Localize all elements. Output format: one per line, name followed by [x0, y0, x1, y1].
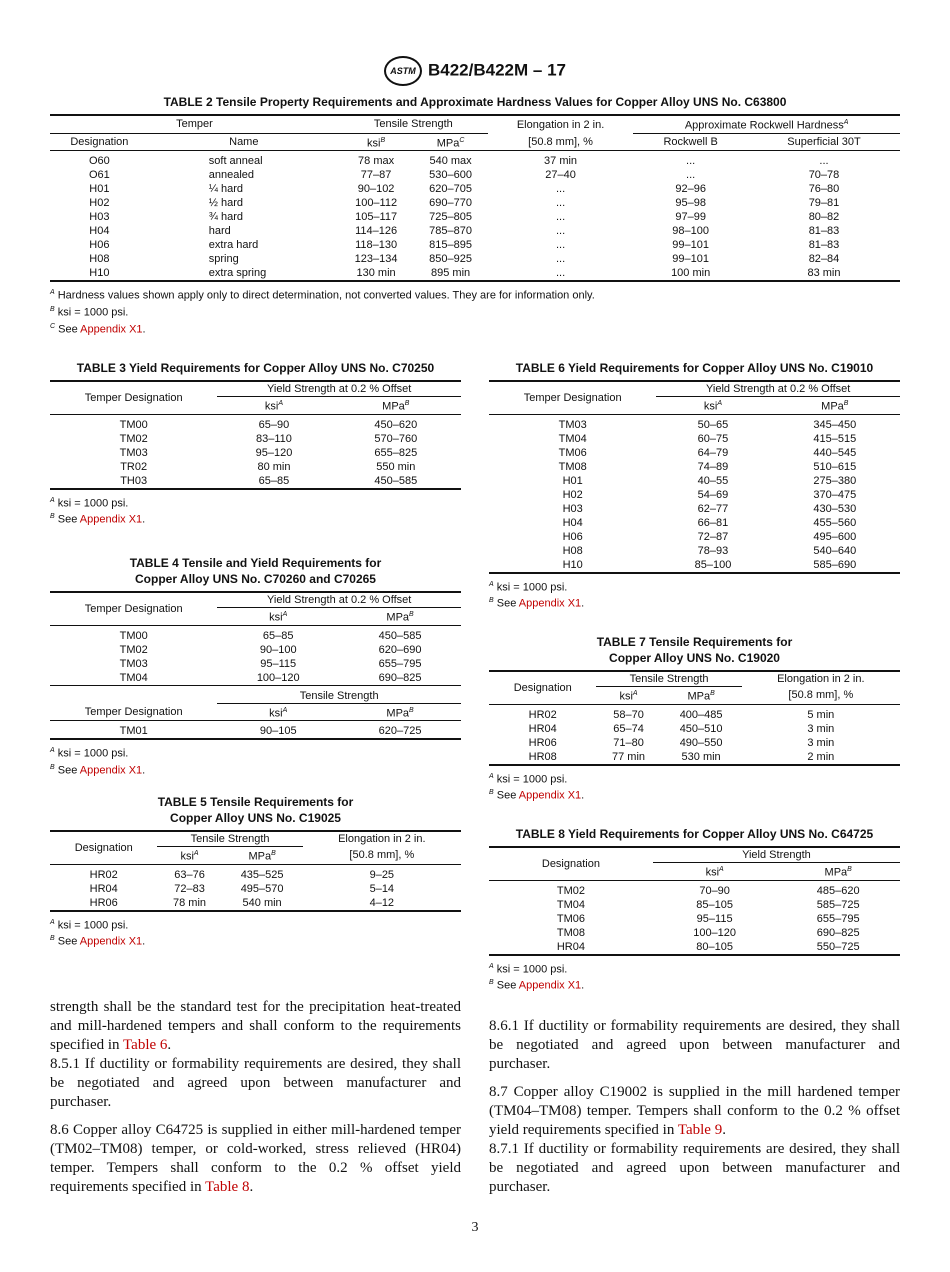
table-cell: 785–870: [429, 225, 472, 238]
table-row: [50, 896, 461, 911]
table-cell: 83 min: [807, 267, 841, 280]
footnotes: $^A$ ksi = 1000 psi. $^B$ See Appendix X1.: [50, 496, 146, 526]
table-9-link[interactable]: Table 9: [677, 1122, 723, 1138]
table-cell: 3 min: [807, 722, 835, 735]
table-row: [50, 196, 900, 210]
table-cell: 450–585: [378, 629, 422, 642]
table-cell: 95–115: [696, 912, 733, 925]
paragraph: 8.6 Copper alloy C64725 is supplied in either mill-hardened temper (TM02–TM08) temper, or cold-worked, stress relieved (HR04) temper. Tempers shall conform to the 0.2 % offset yield requirements specified in Table 8.: [50, 1122, 461, 1195]
table-cell: 570–760: [374, 432, 418, 445]
table-cell: 100 min: [671, 267, 711, 280]
right-body-text: [489, 1017, 900, 1206]
table-cell: ...: [555, 239, 566, 252]
table-cell: 105–117: [355, 211, 398, 224]
table-cell: HR02: [528, 708, 557, 721]
table-cell: 345–450: [813, 418, 857, 431]
table-cell: soft anneal: [208, 155, 263, 168]
table-cell: H08: [562, 544, 583, 557]
table-cell: HR02: [89, 868, 118, 881]
table-cell: 450–510: [679, 722, 723, 735]
table-row: [489, 460, 900, 474]
table-cell: 123–134: [354, 253, 398, 266]
table-cell: 530 min: [681, 750, 721, 763]
table-cell: 90–102: [357, 183, 395, 196]
table-cell: 9–25: [369, 868, 395, 881]
table-row: [50, 446, 461, 460]
table-cell: 74–89: [697, 460, 729, 473]
table-cell: 510–615: [813, 460, 857, 473]
page-header: [0, 56, 950, 86]
col-header: Elongation in 2 in.: [516, 118, 605, 131]
col-header: MPa$^B$: [382, 400, 410, 413]
table-row: [489, 432, 900, 446]
table-cell: 485–620: [816, 884, 860, 897]
col-header: ksi$^A$: [269, 611, 288, 624]
col-header: Name: [229, 135, 259, 148]
col-header: ksi$^A$: [705, 866, 724, 879]
footnotes: $^A$ Hardness values shown apply only to direct determination, not converted values. They are for information only. $^B$ ksi = 1000 psi. $^C$ See Appendix X1.: [50, 289, 595, 336]
table-row: [489, 912, 900, 926]
footnotes: $^A$ ksi = 1000 psi. $^B$ See Appendix X1.: [489, 962, 585, 992]
table-cell: 78–93: [697, 544, 729, 557]
table-cell: 66–81: [697, 516, 729, 529]
col-header: ksi$^A$: [180, 850, 199, 863]
col-header: [50.8 mm], %: [788, 689, 854, 702]
table-cell: 655–795: [816, 912, 860, 925]
table-cell: 585–690: [813, 558, 857, 571]
table-cell: 70–90: [699, 884, 730, 897]
table-cell: 5 min: [807, 708, 835, 721]
col-header: [50.8 mm], %: [528, 135, 593, 148]
table-cell: HR06: [89, 896, 118, 909]
table-cell: 585–725: [816, 898, 860, 911]
table-cell: 65–85: [262, 629, 294, 642]
table-cell: 490–550: [679, 736, 723, 749]
table-row: [50, 168, 900, 182]
table-cell: 540 min: [242, 896, 282, 909]
table-cell: 72–83: [174, 882, 205, 895]
table-cell: 92–96: [675, 183, 706, 196]
table-row: [489, 530, 900, 544]
table-cell: 620–725: [378, 725, 422, 738]
table-cell: 118–130: [355, 239, 398, 252]
table-cell: O60: [88, 155, 110, 168]
table-row: [489, 516, 900, 530]
table-row: [50, 625, 461, 643]
table-cell: 97–99: [675, 211, 706, 224]
table-cell: 80 min: [257, 460, 291, 473]
table-row: [50, 864, 461, 882]
col-header: Designation: [541, 857, 600, 870]
table-cell: 50–65: [697, 418, 729, 431]
col-header: Tensile Strength: [339, 115, 488, 133]
table-cell: 620–705: [429, 183, 472, 196]
col-header: Temper Designation: [84, 705, 183, 718]
table-cell: 100–120: [693, 926, 737, 939]
table-cell: 275–380: [813, 474, 857, 487]
table-row: [50, 182, 900, 196]
table-cell: TM03: [119, 446, 148, 459]
col-header: Yield Strength at 0.2 % Offset: [217, 381, 461, 397]
table-cell: 540 max: [429, 155, 472, 168]
appendix-link[interactable]: Appendix X1: [518, 979, 582, 992]
table-cell: H04: [562, 516, 583, 529]
table-cell: TM04: [119, 671, 148, 684]
table-cell: 895 min: [431, 267, 471, 280]
table-row: [489, 474, 900, 488]
table-row: [50, 432, 461, 446]
table-row: [50, 266, 900, 281]
table-cell: 65–74: [613, 722, 644, 735]
table-cell: 620–690: [378, 643, 422, 656]
table-cell: TM08: [556, 926, 585, 939]
col-header: Yield Strength: [653, 847, 900, 863]
table-cell: 90–100: [259, 643, 297, 656]
col-header: Temper Designation: [84, 602, 183, 615]
astm-logo: ASTM: [384, 56, 422, 86]
table-title: TABLE 6 Yield Requirements for Copper Alloy UNS No. C19010: [515, 361, 874, 375]
table-cell: TM03: [119, 657, 148, 670]
table-cell: 63–76: [174, 868, 205, 881]
table-6: [489, 360, 900, 611]
appendix-link[interactable]: Appendix X1: [79, 513, 143, 526]
table-row: [489, 736, 900, 750]
table-cell: 435–525: [240, 868, 284, 881]
table-2-grid: [50, 114, 900, 282]
table-cell: 77 min: [612, 750, 646, 763]
table-cell: TM00: [119, 418, 148, 431]
table-cell: TM02: [119, 432, 148, 445]
table-row: [489, 544, 900, 558]
table-cell: annealed: [208, 169, 255, 182]
col-header: Yield Strength at 0.2 % Offset: [217, 592, 461, 608]
table-cell: TM08: [558, 460, 587, 473]
table-cell: 550 min: [376, 460, 416, 473]
table-cell: 71–80: [613, 736, 644, 749]
table-row: [50, 238, 900, 252]
table-cell: 78 max: [358, 155, 395, 168]
appendix-link[interactable]: Appendix X1: [518, 789, 582, 802]
table-4: [50, 555, 461, 778]
table-cell: 65–90: [258, 418, 290, 431]
table-row: [489, 704, 900, 722]
table-cell: 79–81: [808, 197, 840, 210]
table-cell: 81–83: [808, 239, 840, 252]
table-cell: TM04: [558, 432, 587, 445]
appendix-link[interactable]: Appendix X1: [80, 323, 143, 336]
table-cell: HR04: [556, 940, 585, 953]
col-header: MPa$^C$: [436, 136, 465, 150]
table-row: [489, 750, 900, 765]
table-cell: 690–825: [816, 926, 860, 939]
table-5: [50, 794, 461, 949]
table-cell: 95–115: [260, 657, 297, 670]
table-cell: spring: [208, 253, 239, 266]
table-cell: hard: [208, 225, 231, 238]
col-header: MPa$^B$: [248, 850, 276, 863]
table-cell: 60–75: [697, 432, 729, 445]
table-cell: H02: [562, 488, 583, 501]
table-cell: H02: [89, 197, 110, 210]
table-2: [50, 94, 900, 336]
table-cell: ...: [555, 253, 566, 266]
table-cell: H01: [562, 474, 583, 487]
table-row: [50, 721, 461, 740]
table-cell: 76–80: [808, 183, 840, 196]
table-row: [489, 488, 900, 502]
table-cell: 400–485: [679, 708, 723, 721]
col-header: ksi$^A$: [269, 706, 288, 720]
table-row: [50, 151, 900, 169]
table-cell: HR04: [89, 882, 118, 895]
table-title: TABLE 8 Yield Requirements for Copper Alloy UNS No. C64725: [515, 827, 874, 841]
table-row: [489, 926, 900, 940]
table-title: TABLE 5 Tensile Requirements for Copper Alloy UNS No. C19025: [157, 795, 354, 825]
table-title: TABLE 7 Tensile Requirements for Copper Alloy UNS No. C19020: [596, 635, 793, 665]
table-cell: 430–530: [813, 502, 857, 515]
table-row: [489, 880, 900, 898]
table-row: [50, 643, 461, 657]
col-header: Tensile Strength: [217, 685, 461, 703]
col-header: Yield Strength at 0.2 % Offset: [656, 381, 900, 397]
col-header: Temper: [50, 115, 339, 133]
col-header: ksi$^A$: [619, 690, 638, 703]
col-header: MPa$^B$: [687, 690, 715, 703]
col-header: Elongation in 2 in.: [777, 673, 865, 686]
table-cell: TM02: [119, 643, 148, 656]
table-cell: TM03: [558, 418, 587, 431]
col-header: ksi$^A$: [703, 400, 723, 413]
table-cell: 81–83: [808, 225, 840, 238]
footnotes: $^A$ ksi = 1000 psi. $^B$ See Appendix X1.: [50, 747, 146, 777]
col-header: [50.8 mm], %: [349, 849, 415, 862]
table-title: TABLE 4 Tensile and Yield Requirements for Copper Alloy UNS No. C70260 and C70265: [129, 556, 382, 586]
table-cell: 62–77: [697, 502, 729, 515]
table-cell: 3 min: [807, 736, 835, 749]
table-cell: 70–78: [808, 169, 840, 182]
table-cell: 99–101: [672, 239, 709, 252]
col-header: ksi$^B$: [367, 136, 386, 150]
table-cell: H03: [89, 211, 110, 224]
table-cell: 65–85: [258, 474, 290, 487]
col-header: Approximate Rockwell Hardness$^A$: [633, 115, 900, 133]
table-cell: 100–120: [256, 671, 300, 684]
table-cell: 58–70: [613, 708, 644, 721]
paragraph: strength shall be the standard test for the precipitation heat-treated and mill-hardened tempers and shall conform to the requirements specified in Table 6.: [50, 999, 461, 1053]
left-body-text: [50, 998, 461, 1206]
table-cell: 95–120: [255, 446, 293, 459]
col-header: Superficial 30T: [787, 135, 861, 148]
table-row: [489, 414, 900, 432]
table-cell: HR08: [528, 750, 557, 763]
table-cell: 450–620: [374, 418, 418, 431]
table-row: [50, 882, 461, 896]
appendix-link[interactable]: Appendix X1: [79, 935, 143, 948]
col-header: MPa$^B$: [386, 706, 414, 720]
table-cell: 690–825: [378, 671, 422, 684]
col-header: Tensile Strength: [596, 671, 741, 687]
table-cell: H06: [562, 530, 583, 543]
table-cell: TM02: [556, 884, 585, 897]
paragraph: 8.7 Copper alloy C19002 is supplied in the mill hardened temper (TM04–TM08) temper. Tempers shall conform to the 0.2 % offset yield requirements specified in Table 9.: [489, 1084, 900, 1138]
table-cell: 370–475: [813, 488, 857, 501]
col-header: ksi$^A$: [264, 400, 284, 413]
table-cell: ¼ hard: [208, 183, 244, 196]
table-cell: 83–110: [256, 432, 292, 445]
col-header: MPa$^B$: [386, 611, 414, 624]
table-cell: 655–795: [378, 657, 422, 670]
table-title: TABLE 2 Tensile Property Requirements and Approximate Hardness Values for Copper Alloy UNS No. C63800: [163, 95, 787, 109]
table-cell: 54–69: [697, 488, 729, 501]
table-cell: 2 min: [807, 750, 835, 763]
table-cell: H06: [89, 239, 110, 252]
table-cell: ...: [819, 155, 829, 168]
table-title: TABLE 3 Yield Requirements for Copper Alloy UNS No. C70250: [76, 361, 435, 375]
table-cell: 455–560: [813, 516, 857, 529]
table-row: [50, 460, 461, 474]
table-cell: ¾ hard: [208, 211, 244, 224]
table-cell: ...: [555, 211, 566, 224]
table-cell: 5–14: [369, 882, 395, 895]
table-cell: 77–87: [360, 169, 392, 182]
footnotes: $^A$ ksi = 1000 psi. $^B$ See Appendix X1.: [489, 772, 585, 802]
page-number: 3: [471, 1220, 479, 1235]
table-cell: H10: [89, 267, 110, 280]
table-cell: 815–895: [429, 239, 472, 252]
table-7: [489, 634, 900, 803]
table-row: [50, 657, 461, 671]
table-cell: 415–515: [813, 432, 857, 445]
table-cell: 80–82: [808, 211, 840, 224]
table-row: [489, 502, 900, 516]
table-cell: TH03: [120, 474, 148, 487]
col-header: Tensile Strength: [157, 831, 302, 847]
table-8: [489, 826, 900, 993]
table-cell: H01: [89, 183, 110, 196]
table-row: [50, 414, 461, 432]
table-cell: TM06: [558, 446, 587, 459]
table-cell: 725–805: [429, 211, 472, 224]
table-row: [50, 474, 461, 489]
table-row: [489, 898, 900, 912]
appendix-link[interactable]: Appendix X1: [79, 764, 143, 777]
table-cell: 85–100: [694, 558, 732, 571]
table-row: [489, 558, 900, 573]
table-cell: 72–87: [697, 530, 729, 543]
appendix-link[interactable]: Appendix X1: [518, 597, 582, 610]
table-row: [50, 671, 461, 686]
table-cell: ...: [555, 183, 566, 196]
table-cell: 95–98: [675, 197, 706, 210]
table-cell: 440–545: [813, 446, 857, 459]
table-cell: ...: [555, 197, 566, 210]
table-cell: HR04: [528, 722, 557, 735]
table-cell: 100–112: [355, 197, 398, 210]
table-row: [489, 722, 900, 736]
table-cell: H04: [89, 225, 110, 238]
table-row: [489, 446, 900, 460]
col-header: Elongation in 2 in.: [338, 833, 426, 846]
table-cell: 90–105: [259, 725, 297, 738]
paragraph: 8.6.1 If ductility or formability requirements are desired, they shall be negotiated and agreed upon between manufacturer and purchaser.: [489, 1018, 900, 1072]
table-cell: 655–825: [374, 446, 418, 459]
table-cell: TM04: [556, 898, 585, 911]
col-header: Temper Designation: [523, 391, 622, 404]
table-cell: 98–100: [672, 225, 709, 238]
table-row: [50, 252, 900, 266]
table-cell: 80–105: [696, 940, 733, 953]
col-header: Temper Designation: [84, 391, 183, 404]
table-cell: 4–12: [369, 896, 395, 909]
footnotes: $^A$ ksi = 1000 psi. $^B$ See Appendix X1.: [489, 580, 585, 610]
footnotes: $^A$ ksi = 1000 psi. $^B$ See Appendix X1.: [50, 918, 146, 948]
table-cell: 495–570: [240, 882, 284, 895]
table-cell: 85–105: [696, 898, 733, 911]
table-cell: O61: [88, 169, 110, 182]
paragraph: 8.5.1 If ductility or formability requirements are desired, they shall be negotiated and agreed upon between manufacturer and purchaser.: [50, 1056, 461, 1110]
table-8-link[interactable]: Table 8: [205, 1179, 250, 1195]
table-cell: 37 min: [544, 155, 578, 168]
table-cell: 114–126: [355, 225, 398, 238]
table-cell: ...: [686, 169, 696, 182]
table-cell: 40–55: [697, 474, 729, 487]
table-cell: extra hard: [208, 239, 259, 252]
table-row: [50, 224, 900, 238]
table-cell: 540–640: [813, 544, 857, 557]
table-cell: 530–600: [429, 169, 472, 182]
table-cell: 82–84: [808, 253, 840, 266]
table-cell: extra spring: [208, 267, 267, 280]
paragraph: 8.7.1 If ductility or formability requirements are desired, they shall be negotiated and agreed upon between manufacturer and purchaser.: [489, 1141, 900, 1195]
col-header: Designation: [70, 135, 129, 148]
table-cell: ...: [555, 225, 566, 238]
col-header: Designation: [74, 841, 133, 854]
table-cell: H03: [562, 502, 583, 515]
table-cell: 850–925: [429, 253, 472, 266]
col-header: MPa$^B$: [821, 400, 849, 413]
table-cell: 690–770: [429, 197, 472, 210]
table-cell: 450–585: [374, 474, 418, 487]
col-header: Designation: [513, 681, 572, 694]
table-row: [489, 940, 900, 955]
table-cell: TM00: [119, 629, 148, 642]
table-cell: 495–600: [813, 530, 857, 543]
table-cell: H08: [89, 253, 110, 266]
col-header: MPa$^B$: [824, 866, 852, 879]
table-cell: 27–40: [545, 169, 576, 182]
table-row: [50, 210, 900, 224]
table-6-link[interactable]: Table 6: [123, 1037, 168, 1053]
table-cell: 78 min: [173, 896, 207, 909]
table-cell: 64–79: [697, 446, 729, 459]
table-cell: ...: [555, 267, 566, 280]
table-cell: H10: [562, 558, 583, 571]
table-cell: TM06: [556, 912, 585, 925]
table-cell: ½ hard: [208, 197, 244, 210]
table-cell: HR06: [528, 736, 557, 749]
table-cell: TM01: [119, 725, 148, 738]
table-3: [50, 360, 461, 527]
col-header: Rockwell B: [663, 135, 718, 148]
document-designation: B422/B422M – 17: [428, 60, 566, 80]
table-cell: TR02: [120, 460, 148, 473]
table-cell: 99–101: [672, 253, 709, 266]
table-cell: 550–725: [816, 940, 860, 953]
table-cell: 130 min: [356, 267, 396, 280]
table-cell: ...: [686, 155, 696, 168]
